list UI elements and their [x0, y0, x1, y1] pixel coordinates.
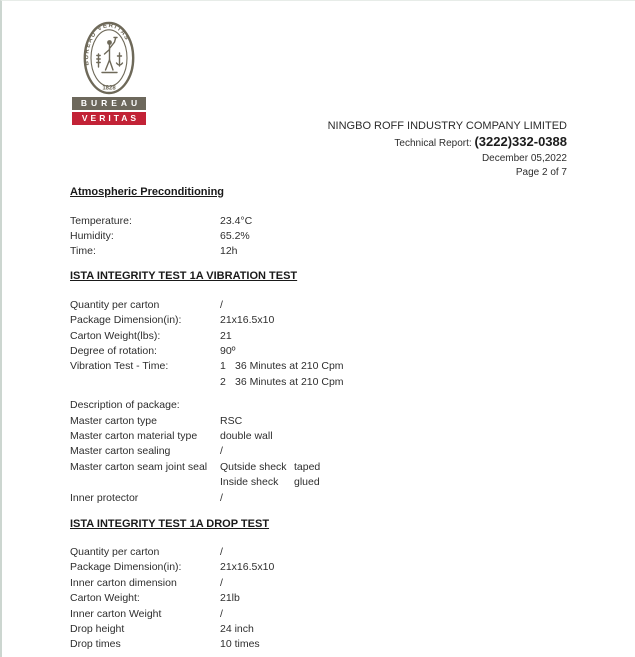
run-number: 1 [220, 360, 226, 373]
report-body [70, 181, 605, 652]
report-header [328, 119, 567, 179]
row-value: 65.2% [220, 230, 250, 243]
row-label: Temperature: [70, 214, 132, 227]
row-value: double wall [220, 429, 273, 442]
row-label: Time: [70, 245, 96, 258]
row-value-2: glued [294, 476, 320, 489]
table-row [70, 413, 605, 428]
table-row [70, 213, 605, 228]
table-row [70, 328, 605, 343]
section-title-atmospheric: Atmospheric Preconditioning [70, 186, 225, 198]
atmospheric-rows [70, 213, 605, 259]
emblem-figure-icon [97, 38, 123, 73]
logo-bureau-box: BUREAU [72, 97, 146, 110]
table-row [70, 343, 605, 358]
run-number: 2 [220, 375, 226, 388]
row-value: 36 Minutes at 210 Cpm [235, 360, 344, 373]
table-row [70, 621, 605, 636]
report-number: (3222)332-0388 [474, 134, 567, 149]
row-label: Inner protector [70, 491, 139, 504]
row-value: / [220, 607, 223, 620]
table-row [70, 590, 605, 605]
row-label: Quantity per carton [70, 545, 160, 558]
row-label: Drop height [70, 622, 125, 635]
row-label: Master carton sealing [70, 445, 171, 458]
row-label: Carton Weight: [70, 592, 140, 605]
bureau-veritas-emblem-icon [83, 21, 135, 95]
table-row [70, 637, 605, 652]
table-row [70, 575, 605, 590]
row-label: Description of package: [70, 399, 180, 412]
row-value: 23.4°C [220, 214, 253, 227]
table-row [70, 374, 605, 389]
row-label: Master carton seam joint seal [70, 460, 208, 473]
table-row [70, 359, 605, 374]
row-label: Package Dimension(in): [70, 561, 182, 574]
row-value: 10 times [220, 638, 260, 651]
emblem-arc-text: BUREAU VERITAS [83, 22, 131, 66]
table-row [70, 560, 605, 575]
row-value: Qutside sheck [220, 460, 287, 473]
section-title-vibration-test: ISTA INTEGRITY TEST 1A VIBRATION TEST [70, 270, 298, 283]
row-value: / [220, 545, 223, 558]
row-label: Drop times [70, 638, 121, 651]
report-label: Technical Report: [394, 138, 472, 149]
table-row [70, 297, 605, 312]
row-label: Package Dimension(in): [70, 314, 182, 327]
row-value: Inside sheck [220, 476, 279, 489]
row-value: 12h [220, 245, 238, 258]
row-label: Vibration Test - Time: [70, 360, 169, 373]
row-label: Inner carton dimension [70, 576, 177, 589]
row-value: 21x16.5x10 [220, 314, 275, 327]
drop-rows [70, 544, 605, 652]
row-label: Master carton type [70, 414, 157, 427]
package-description-title [70, 398, 605, 413]
table-row [70, 490, 605, 505]
row-label: Inner carton Weight [70, 607, 162, 620]
table-row [70, 459, 605, 474]
row-value: 36 Minutes at 210 Cpm [235, 375, 344, 388]
row-value: 21 [220, 329, 232, 342]
vibration-rows [70, 297, 605, 389]
table-row [70, 444, 605, 459]
row-label: Master carton material type [70, 429, 198, 442]
row-label: Carton Weight(lbs): [70, 329, 161, 342]
row-label: Quantity per carton [70, 298, 160, 311]
row-value-2: taped [294, 460, 321, 473]
emblem-year: 1828 [102, 85, 116, 92]
row-value: / [220, 491, 223, 504]
table-row [70, 474, 605, 489]
row-value: / [220, 298, 223, 311]
row-value: 21x16.5x10 [220, 561, 275, 574]
page-indicator: Page 2 of 7 [515, 166, 567, 178]
report-date: December 05,2022 [481, 153, 567, 164]
bureau-veritas-logo [72, 21, 146, 125]
report-number-line [328, 134, 567, 152]
row-value: 24 inch [220, 622, 254, 635]
section-title-drop-test: ISTA INTEGRITY TEST 1A DROP TEST [70, 518, 270, 531]
row-value: / [220, 576, 223, 589]
row-value: 90º [220, 345, 236, 358]
row-value: 21lb [220, 592, 240, 605]
table-row [70, 544, 605, 559]
table-row [70, 244, 605, 259]
table-row [70, 228, 605, 243]
table-row [70, 313, 605, 328]
row-value: / [220, 445, 223, 458]
row-label: Degree of rotation: [70, 345, 157, 358]
row-value: RSC [220, 414, 243, 427]
company-name: NINGBO ROFF INDUSTRY COMPANY LIMITED [327, 120, 567, 132]
table-row [70, 428, 605, 443]
logo-veritas-box: VERITAS [72, 112, 146, 125]
table-row [70, 606, 605, 621]
package-description-block [70, 398, 605, 506]
row-label: Humidity: [70, 230, 114, 243]
